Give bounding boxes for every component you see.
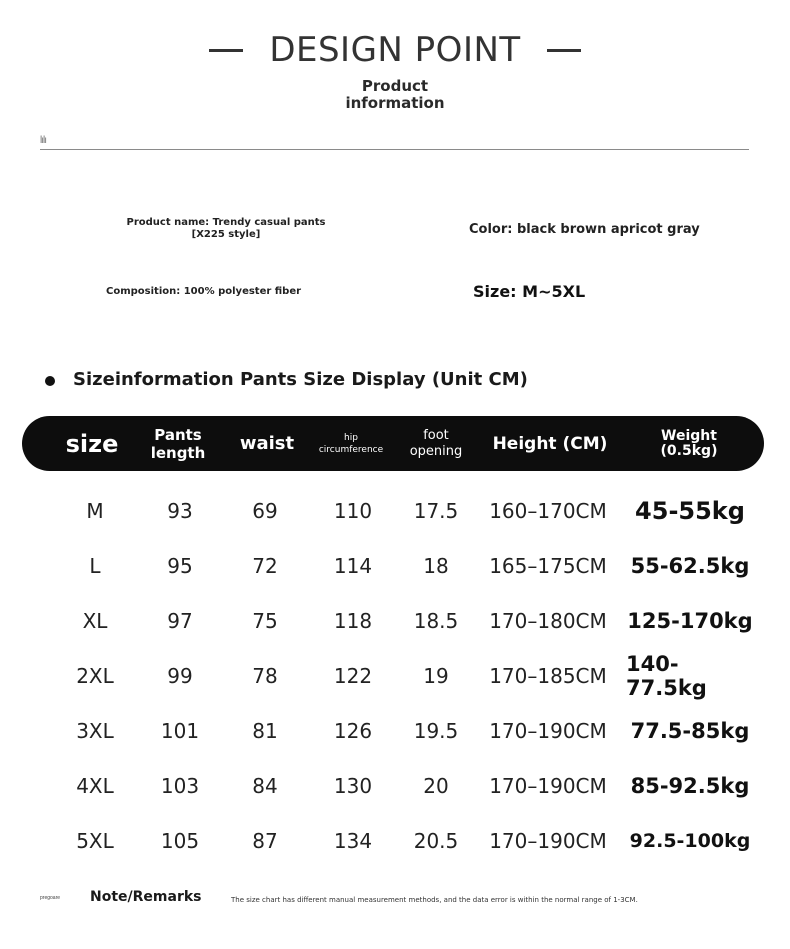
- cell-height: 170–185CM: [489, 663, 607, 688]
- cell-height: 170–190CM: [489, 773, 607, 798]
- header-weight-1: Weight: [661, 427, 717, 444]
- cell-foot: 19: [423, 663, 449, 688]
- table-row: [0, 758, 790, 813]
- header-size: size: [65, 429, 119, 458]
- cell-hip: 118: [333, 608, 373, 633]
- footer-fine-print: pregoare: [40, 895, 61, 901]
- page-header: [0, 30, 790, 70]
- cell-foot: 20.5: [413, 828, 459, 853]
- cell-height: 165–175CM: [489, 553, 607, 578]
- cell-waist: 75: [252, 608, 278, 633]
- product-size-range: Size: M~5XL: [473, 282, 586, 301]
- cell-length: 103: [160, 773, 200, 798]
- cell-hip: 122: [333, 663, 373, 688]
- cell-weight: 140-77.5kg: [626, 651, 707, 700]
- cell-weight: 92.5-100kg: [629, 829, 751, 852]
- cell-foot: 18: [423, 553, 449, 578]
- cell-size: XL: [82, 608, 108, 633]
- cell-waist: 87: [252, 828, 278, 853]
- cell-hip: 110: [333, 498, 373, 523]
- cell-hip: 134: [333, 828, 373, 853]
- note-label: Note/Remarks: [90, 889, 202, 905]
- cell-height: 170–190CM: [489, 828, 607, 853]
- cell-foot: 19.5: [413, 718, 459, 743]
- cell-height: 160–170CM: [489, 498, 607, 523]
- subtitle-line-2: information: [345, 94, 445, 112]
- cell-weight: 77.5-85kg: [630, 718, 750, 743]
- note-text: The size chart has different manual measurement methods, and the data error is within the normal range of 1-3CM.: [231, 896, 638, 904]
- cell-hip: 130: [333, 773, 373, 798]
- cell-height: 170–180CM: [489, 608, 607, 633]
- header-waist: waist: [239, 433, 295, 454]
- header-pants-length-1: Pants: [154, 425, 202, 444]
- subtitle-line-1: Product: [361, 77, 429, 95]
- cell-foot: 17.5: [413, 498, 459, 523]
- header-foot-1: foot: [423, 427, 449, 443]
- table-row: [0, 703, 790, 758]
- header-weight-2: (0.5kg): [660, 442, 718, 459]
- divider-mark: lılı: [40, 135, 46, 146]
- table-row: [0, 648, 790, 703]
- bullet-icon: [45, 376, 55, 386]
- cell-size: 2XL: [76, 663, 114, 688]
- cell-size: 5XL: [76, 828, 114, 853]
- title-left-rule: [209, 49, 243, 52]
- product-name: Product name: Trendy casual pants [X225 style]: [126, 217, 326, 240]
- page-subtitle: [0, 78, 790, 112]
- cell-size: 3XL: [76, 718, 114, 743]
- table-row: [0, 593, 790, 648]
- cell-size: 4XL: [76, 773, 114, 798]
- header-foot-opening: [396, 416, 476, 471]
- cell-weight: 45-55kg: [635, 496, 745, 525]
- header-height: Height (CM): [492, 433, 608, 454]
- cell-waist: 72: [252, 553, 278, 578]
- cell-length: 99: [167, 663, 193, 688]
- cell-waist: 78: [252, 663, 278, 688]
- product-color: Color: black brown apricot gray: [469, 222, 700, 237]
- cell-weight: 85-92.5kg: [630, 773, 750, 798]
- cell-length: 95: [167, 553, 193, 578]
- header-hip: [312, 416, 390, 471]
- cell-length: 105: [160, 828, 200, 853]
- header-weight: [642, 416, 736, 471]
- cell-foot: 18.5: [413, 608, 459, 633]
- cell-weight: 125-170kg: [627, 608, 753, 633]
- cell-hip: 114: [333, 553, 373, 578]
- cell-foot: 20: [423, 773, 449, 798]
- cell-weight: 55-62.5kg: [630, 553, 750, 578]
- header-pants-length: [137, 416, 219, 471]
- cell-length: 101: [160, 718, 200, 743]
- header-hip-2: circumference: [318, 444, 384, 455]
- table-row: [0, 538, 790, 593]
- table-row: [0, 813, 790, 868]
- cell-size: M: [86, 498, 104, 523]
- header-pants-length-2: length: [150, 443, 206, 462]
- cell-height: 170–190CM: [489, 718, 607, 743]
- page-title: DESIGN POINT: [269, 30, 521, 70]
- header-divider: [40, 149, 749, 150]
- table-header: [22, 416, 764, 471]
- cell-waist: 81: [252, 718, 278, 743]
- cell-size: L: [89, 553, 101, 578]
- section-title: Sizeinformation Pants Size Display (Unit CM): [73, 369, 528, 390]
- cell-hip: 126: [333, 718, 373, 743]
- cell-waist: 84: [252, 773, 278, 798]
- header-foot-2: opening: [409, 443, 463, 459]
- table-row: [0, 483, 790, 538]
- title-right-rule: [547, 49, 581, 52]
- cell-waist: 69: [252, 498, 278, 523]
- product-composition: Composition: 100% polyester fiber: [106, 286, 302, 297]
- header-hip-1: hip: [344, 432, 358, 443]
- cell-length: 97: [167, 608, 193, 633]
- cell-length: 93: [167, 498, 193, 523]
